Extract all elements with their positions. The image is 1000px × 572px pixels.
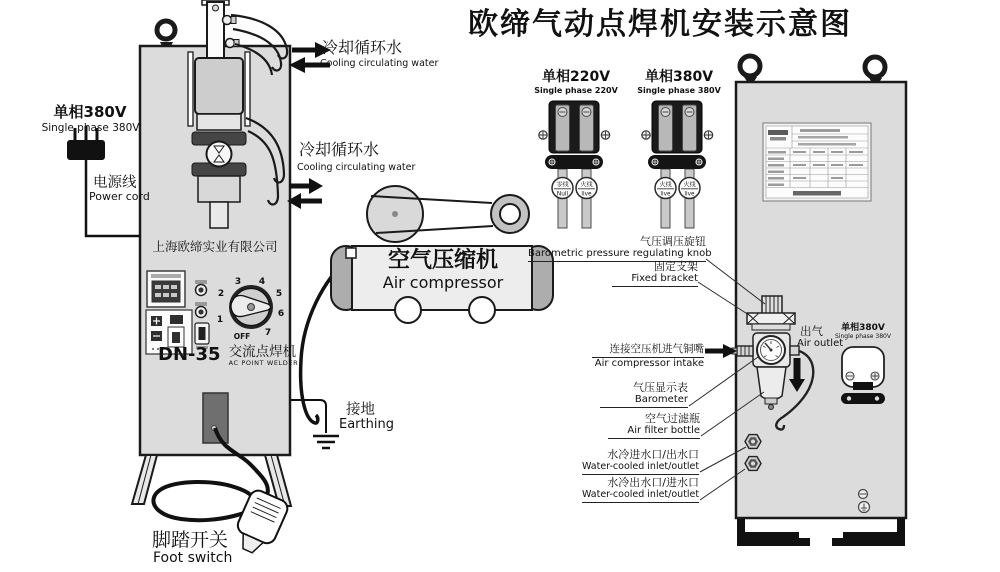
power-input-cn: 单相380V (53, 103, 127, 121)
cooling-mid-en: Cooling circulating water (297, 162, 416, 173)
terminal-live-cn: 火线 (659, 181, 672, 189)
knob-pos-5: 5 (275, 289, 283, 299)
barometer-cn: 气压显示表 (633, 381, 688, 394)
water-bottom-en: Water-cooled inlet/outlet (582, 489, 699, 502)
plug-220v-cn: 单相220V (541, 69, 611, 85)
fixed-bracket (747, 313, 795, 324)
earthing-cn: 接地 (346, 402, 375, 418)
pressure-regulating-knob (762, 296, 782, 314)
intake-cn: 连接空压机进气铜嘴 (592, 343, 704, 358)
company-name: 上海欧缔实业有限公司 (152, 239, 278, 254)
cooling-top-cn: 冷却循环水 (322, 38, 403, 57)
power-input-en: Single phase 380V (41, 122, 140, 134)
model-type (229, 345, 299, 367)
air-compressor (301, 186, 553, 423)
terminal-live-cn: 火线 (580, 181, 593, 189)
water-top-cn: 水冷进水口/出水口 (607, 448, 699, 461)
fixed-bracket-en: Fixed bracket (612, 273, 698, 287)
lifting-eye-bolt-icon (157, 21, 175, 48)
knob-pos-3: 3 (234, 277, 242, 287)
terminal-live-en: live (684, 191, 695, 198)
terminal-live-en: live (581, 191, 592, 198)
water-fitting-top (745, 435, 761, 449)
lifting-eye-bolt-icon (740, 56, 760, 83)
compressor-wheel (395, 297, 421, 323)
air-outlet-en: Air outlet (797, 338, 844, 349)
knob-pos-4: 4 (258, 277, 266, 287)
cooling-mid-cn: 冷却循环水 (299, 140, 380, 159)
knob-pos-7: 7 (264, 328, 272, 338)
panel-socket-en: Single phase 380V (835, 333, 891, 340)
plug-380v-en: Single phase 380V (637, 86, 721, 95)
water-fitting-bottom (745, 457, 761, 471)
label-intake (592, 343, 704, 370)
label-water-top (582, 448, 699, 475)
label-regulating-knob (528, 235, 712, 262)
model-type-en: AC POINT WELDER (228, 359, 299, 368)
cooling-top-en: Cooling circulating water (320, 58, 439, 69)
intake-arrow-icon (705, 344, 737, 358)
compressor-cn: 空气压缩机 (387, 248, 498, 273)
intake-en: Air compressor intake (594, 357, 704, 369)
air-filter-cn: 空气过滤瓶 (645, 412, 700, 425)
panel-foot (832, 519, 905, 546)
panel-foot (737, 519, 810, 546)
barometer-gauge (757, 336, 785, 364)
knob-pos-1: 1 (216, 315, 224, 325)
power-cord-en: Power cord (89, 190, 150, 203)
air-outlet-cn: 出气 (800, 324, 823, 338)
arrow-left-icon (287, 193, 322, 209)
model-label (158, 345, 298, 369)
foot-switch-en: Foot switch (153, 550, 233, 566)
label-barometer (600, 381, 688, 408)
label-air-filter (608, 412, 700, 439)
fixed-bracket-cn: 固定支架 (654, 260, 698, 273)
plug-380v (642, 101, 713, 228)
panel-power-socket (841, 347, 885, 404)
terminal-live-en: live (660, 191, 671, 198)
knob-pos-6: 6 (277, 309, 285, 319)
cooling-arrows-mid (287, 178, 323, 209)
diagram-title: 欧缔气动点焊机安装示意图 (468, 7, 852, 42)
model-number: DN-35 (158, 344, 221, 365)
barometer-en: Barometer (600, 394, 688, 408)
power-cord-cn: 电源线 (93, 175, 137, 191)
compressor-en: Air compressor (382, 273, 504, 292)
nameplate (763, 123, 871, 201)
compressor-wheel (469, 297, 495, 323)
terminal-live-cn: 火线 (683, 181, 696, 189)
label-water-bottom (582, 476, 699, 503)
panel-socket-cn: 单相380V (841, 323, 885, 333)
foot-switch-socket (203, 393, 228, 443)
plug-220v-en: Single phase 220V (534, 86, 618, 95)
lifting-eye-bolt-icon (865, 57, 885, 84)
air-filter-en: Air filter bottle (608, 425, 700, 439)
plug-380v-cn: 单相380V (644, 69, 714, 85)
arrow-right-icon (289, 178, 323, 194)
knob-off-label: OFF (233, 332, 251, 341)
earthing-en: Earthing (339, 417, 394, 432)
foot-switch-cn: 脚踏开关 (152, 529, 229, 551)
label-fixed-bracket (612, 260, 698, 287)
control-display (147, 271, 185, 307)
water-top-en: Water-cooled inlet/outlet (582, 461, 699, 474)
knob-pos-2: 2 (217, 289, 225, 299)
terminal-null-en: Null (556, 191, 569, 198)
regulating-knob-cn: 气压调压旋钮 (640, 235, 706, 248)
water-bottom-cn: 水冷出水口/进水口 (607, 476, 699, 489)
plug-220v (539, 101, 610, 228)
regulating-knob-en: Barometric pressure regulating knob (528, 248, 706, 262)
model-type-cn: 交流点焊机 (228, 344, 297, 360)
terminal-null-cn: 零线 (556, 181, 569, 189)
